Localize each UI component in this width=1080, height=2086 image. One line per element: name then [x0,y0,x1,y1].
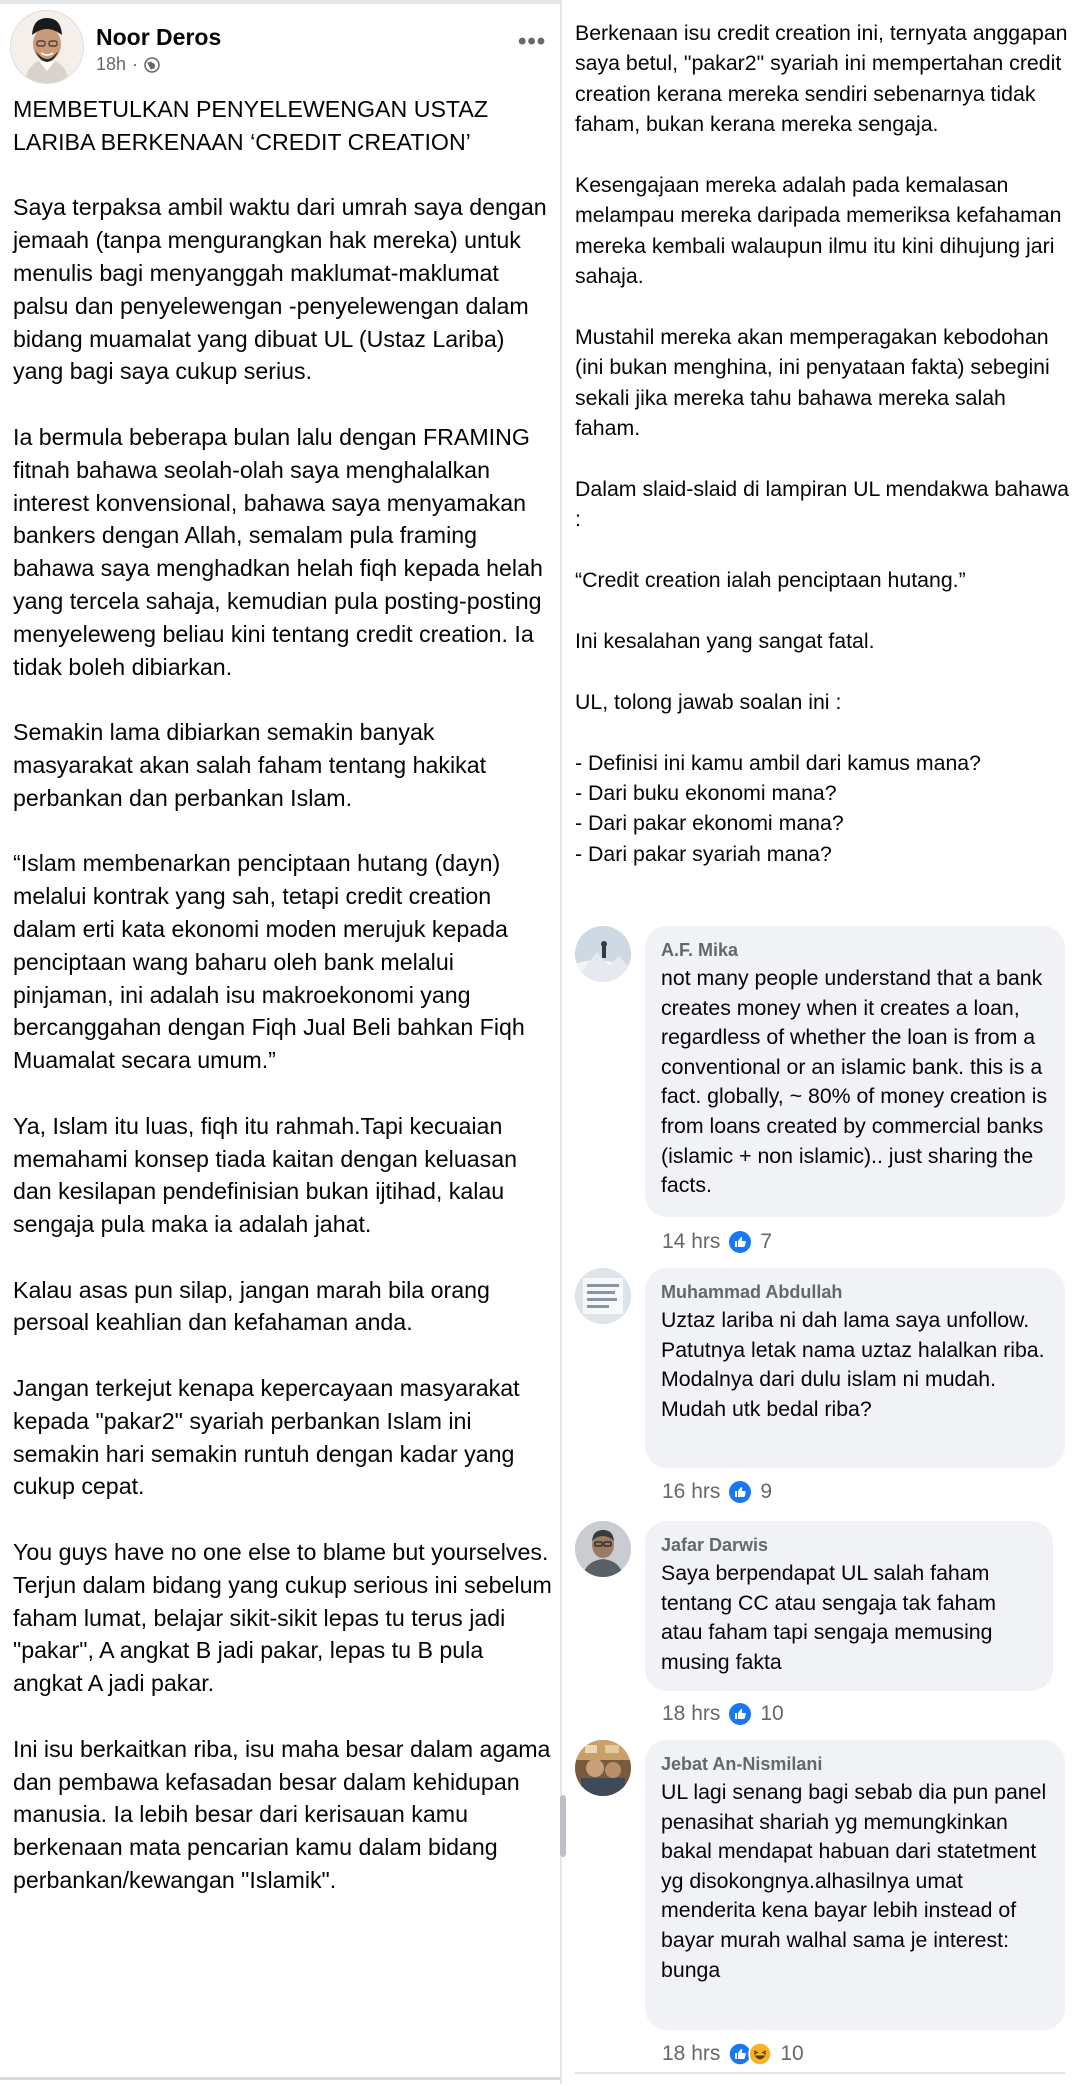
commenter-name: Jafar Darwis [661,1535,769,1555]
post-time[interactable]: 18h [96,54,127,74]
comment-text: not many people understand that a bank creates money when it creates a loan, regardless of whether the loan is from a conventional or an islamic bank. this is a fact. globally, ~ 80% of money creation is from loans created by commercial banks (islamic + non islamic).. just sharing the facts. [661,966,1048,1198]
post-paragraph: Ya, Islam itu luas, fiqh itu rahmah.Tapi kecuaian memahami konsep tiada kaitan dengan keluasan dan kesilapan pendefinisian bukan ijtihad, kalau sengaja pula maka ia adalah jahat. [13,1112,518,1238]
like-icon[interactable] [728,1230,752,1254]
post-paragraph: Dalam slaid-slaid di lampiran UL mendakwa bahawa : [575,477,1070,532]
question-item: - Dari pakar ekonomi mana? [575,811,844,836]
scrollbar-thumb[interactable] [560,1795,566,1857]
commenter-name[interactable]: A.F. Mika [661,940,739,960]
post-header [10,10,555,82]
author-avatar[interactable] [10,10,84,84]
comment-time[interactable]: 16 hrs [662,1480,721,1503]
post-paragraph: Kesengajaan mereka adalah pada kemalasan melampau mereka daripada memeriksa kefahaman mereka kembali walaupun ilmu itu kini dihujung jari sahaja. [575,173,1062,289]
like-icon[interactable] [728,1480,752,1504]
author-name[interactable]: Noor Deros [96,24,222,50]
comment-bubble [645,1740,1065,2030]
comment-time[interactable]: 14 hrs [662,1230,721,1253]
post-heading: MEMBETULKAN PENYELEWENGAN USTAZ LARIBA BERKENAAN ‘CREDIT CREATION’ [13,96,488,155]
reaction-count[interactable]: 7 [760,1230,773,1253]
globe-icon[interactable] [144,57,160,73]
comment-bubble [645,1521,1053,1691]
comment-text: UL lagi senang bagi sebab dia pun panel penasihat shariah yg memungkinkan bakal mendapat habuan dari statetment yg disokongnya.alhasilnya umat menderita kena bayar lebih instead of bayar murah walhal sama je interest: bunga [661,1780,1047,1982]
reaction-icons[interactable] [728,2042,772,2066]
reaction-count[interactable]: 10 [760,1702,784,1725]
column-divider [560,0,562,2084]
post-paragraph: Kalau asas pun silap, jangan marah bila orang persoal keahlian dan kefahaman anda. [13,1276,490,1336]
commenter-avatar[interactable] [575,1268,631,1324]
top-divider [0,0,560,4]
comment-text: Saya berpendapat UL salah faham tentang CC atau sengaja tak faham atau faham tapi sengaja memusing musing fakta [661,1561,997,1674]
question-list [575,748,1070,870]
comment-bubble [645,926,1065,1217]
question-item: - Dari buku ekonomi mana? [575,781,837,806]
more-options-icon[interactable]: ••• [518,28,547,55]
comment-meta [662,1702,784,1726]
post-paragraph: Jangan terkejut kenapa kepercayaan masyarakat kepada "pakar2" syariah perbankan Islam ini semakin hari semakin runtuh dengan kadar yang cukup cepat. [13,1375,520,1500]
post-quote: “Credit creation ialah penciptaan hutang.” [575,568,966,593]
comment-time[interactable]: 18 hrs [662,1702,721,1725]
commenter-avatar[interactable] [575,1521,631,1577]
post-paragraph: Mustahil mereka akan memperagakan kebodohan (ini bukan menghina, ini penyataan fakta) sebegini sekali jika mereka tahu bahawa mereka salah faham. [575,325,1050,441]
reaction-count[interactable]: 9 [760,1480,773,1503]
like-icon[interactable] [728,1702,752,1726]
post-paragraph: Berkenaan isu credit creation ini, ternyata anggapan saya betul, "pakar2" syariah ini mempertahan credit creation kerana mereka sendiri sebenarnya tidak faham, bukan kerana mereka sengaja. [575,21,1068,137]
post-paragraph: Ini isu berkaitkan riba, isu maha besar dalam agama dan pembawa kefasadan besar dalam kehidupan manusia. Ia lebih besar dari kerisauan kamu berkenaan mata pencarian kamu dalam bidang perbankan/kewangan "Islamik". [13,1735,551,1894]
comment-meta [662,1230,772,1254]
reaction-count[interactable]: 10 [780,2042,804,2065]
post-paragraph: You guys have no one else to blame but yourselves. Terjun dalam bidang yang cukup serious ini sebelum faham lumat, belajar sikit-sikit lepas tu terus jadi "pakar", A angkat B jadi pakar, lepas tu B pula angkat A jadi pakar. [13,1539,552,1697]
commenter-name[interactable]: Jebat An-Nismilani [661,1754,823,1774]
post-paragraph: Ia bermula beberapa bulan lalu dengan FRAMING fitnah bahawa seolah-olah saya menghalalkan interest konvensional, bahawa saya menyamakan bankers dengan Allah, semalam pula framing bahawa saya menghadkan helah fiqh kepada helah yang tercela sahaja, kemudian pula posting-posting menyeleweng beliau kini tentang credit creation. Ia tidak boleh dibiarkan. [13,423,543,680]
post-paragraph: UL, tolong jawab soalan ini : [575,689,842,714]
comment-text: Uztaz lariba ni dah lama saya unfollow. Patutnya letak nama uztaz halalkan riba. Modalnya dari dulu islam ni mudah. Mudah utk bedal riba? [661,1308,1045,1421]
question-item: - Definisi ini kamu ambil dari kamus mana? [575,750,981,775]
post-body-right [575,18,1070,869]
post-paragraph: Semakin lama dibiarkan semakin banyak masyarakat akan salah faham tentang hakikat perbankan dan perbankan Islam. [13,719,487,811]
post-paragraph: Ini kesalahan yang sangat fatal. [575,629,875,654]
post-quote: “Islam membenarkan penciptaan hutang (dayn) melalui kontrak yang sah, tetapi credit creation dalam erti kata ekonomi moden merujuk kepada penciptaan wang baharu oleh bank melalui pinjaman, ini adalah isu makroekonomi yang bercanggahan dengan Fiqh Jual Beli bahkan Fiqh Muamalat secara umum.” [13,850,525,1074]
commenter-avatar[interactable] [575,926,631,982]
bottom-divider [0,2077,560,2080]
post-paragraph: Saya terpaksa ambil waktu dari umrah saya dengan jemaah (tanpa mengurangkan hak mereka) untuk menulis bagi menyanggah maklumat-maklumat palsu dan penyelewengan -penyelewengan dalam bidang muamalat yang dibuat UL (Ustaz Lariba) yang bagi saya cukup serius. [13,194,547,385]
post-meta [96,54,160,75]
commenter-avatar[interactable] [575,1740,631,1796]
comment-meta [662,1480,772,1504]
haha-icon[interactable] [748,2042,772,2066]
comment-time[interactable]: 18 hrs [662,2042,721,2065]
meta-separator: · [132,54,139,74]
question-item: - Dari pakar syariah mana? [575,841,832,866]
comment-meta [662,2042,804,2066]
post-body-left [13,93,553,1897]
comment-bubble [645,1268,1065,1468]
commenter-name[interactable]: Muhammad Abdullah [661,1282,843,1302]
